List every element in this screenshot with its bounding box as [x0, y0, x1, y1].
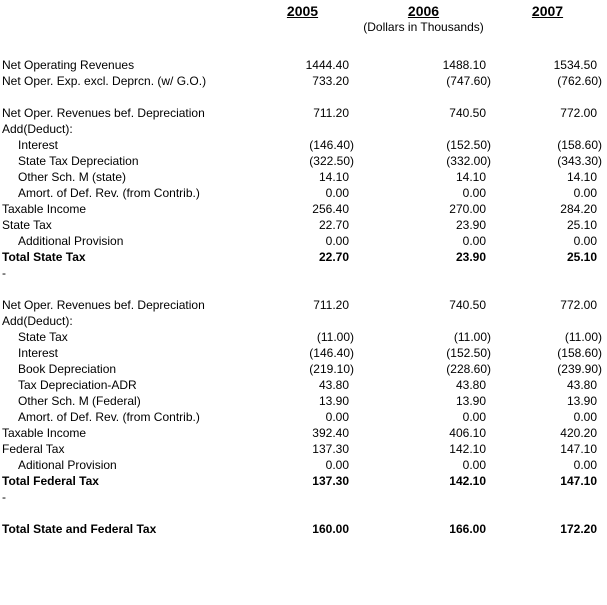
value-2006: 740.50: [449, 298, 486, 312]
value-2007: [492, 313, 603, 329]
value-2006: (152.50): [446, 346, 491, 360]
year-header-row: [0, 3, 603, 19]
value-2005: [262, 313, 355, 329]
value-2007: 0.00: [573, 186, 597, 200]
year-label: 2007: [531, 3, 564, 19]
table-row: [0, 425, 603, 441]
row-label: Add(Deduct):: [2, 122, 73, 136]
row-label: Book Depreciation: [18, 362, 117, 376]
value-2005: 22.70: [318, 250, 349, 264]
row-label: Amort. of Def. Rev. (from Contrib.): [18, 410, 200, 424]
value-2005: (146.40): [309, 138, 354, 152]
value-2005: 256.40: [312, 202, 349, 216]
value-2006: 142.10: [449, 442, 486, 456]
value-2006: 406.10: [449, 426, 486, 440]
table-row: [0, 329, 603, 345]
value-2007: (343.30): [557, 154, 602, 168]
spacer-cell: [0, 35, 603, 57]
year-label: 2005: [286, 3, 319, 19]
value-2006: 142.10: [449, 474, 486, 488]
value-2005: 137.30: [312, 474, 349, 488]
row-label: Net Operating Revenues: [2, 58, 135, 72]
value-2007: 772.00: [560, 106, 597, 120]
value-2005: (11.00): [316, 330, 354, 344]
empty-cell: [492, 19, 603, 35]
value-2007: (11.00): [564, 330, 602, 344]
value-2006: (152.50): [446, 138, 491, 152]
table-row: [0, 201, 603, 217]
table-row: [0, 361, 603, 377]
table-row: [0, 521, 603, 537]
value-2006: 270.00: [449, 202, 486, 216]
row-label: State Tax Depreciation: [18, 154, 139, 168]
value-2006: 43.80: [455, 378, 486, 392]
value-2006: [355, 313, 492, 329]
row-label: Total Federal Tax: [2, 474, 99, 488]
value-2005: 392.40: [312, 426, 349, 440]
table-row: [0, 249, 603, 265]
year-label: 2006: [407, 3, 440, 19]
dash-row: [0, 265, 603, 281]
row-label: Taxable Income: [2, 202, 87, 216]
header-gap-row: [0, 35, 603, 57]
value-2007: 172.20: [560, 522, 597, 536]
spacer-cell: [0, 89, 603, 105]
value-2005: (322.50): [309, 154, 354, 168]
row-label: Additional Provision: [18, 234, 124, 248]
dash-label: -: [2, 490, 6, 504]
table-row: [0, 169, 603, 185]
value-2007: 147.10: [560, 442, 597, 456]
value-2007: (158.60): [557, 138, 602, 152]
row-label: State Tax: [18, 330, 68, 344]
row-label: Taxable Income: [2, 426, 87, 440]
empty-cell: [0, 19, 262, 35]
value-2005: 0.00: [325, 410, 349, 424]
empty-cell: [262, 19, 355, 35]
value-2006: 23.90: [455, 250, 486, 264]
table-row: [0, 105, 603, 121]
dash-label: -: [2, 266, 6, 280]
value-2007: 0.00: [573, 410, 597, 424]
row-label: Total State and Federal Tax: [2, 522, 157, 536]
year-header-2005: [262, 3, 355, 19]
value-2007: [492, 265, 603, 281]
value-2005: (219.10): [309, 362, 354, 376]
value-2005: 0.00: [325, 234, 349, 248]
table-row: [0, 457, 603, 473]
value-2007: 0.00: [573, 458, 597, 472]
units-subtitle: (Dollars in Thousands): [363, 20, 484, 34]
value-2005: 0.00: [325, 186, 349, 200]
value-2005: [262, 265, 355, 281]
value-2005: 13.90: [318, 394, 349, 408]
value-2006: 166.00: [449, 522, 486, 536]
table-row: [0, 57, 603, 73]
table-row: [0, 233, 603, 249]
value-2007: [492, 489, 603, 505]
row-label: Amort. of Def. Rev. (from Contrib.): [18, 186, 200, 200]
value-2006: 0.00: [462, 234, 486, 248]
spacer-row: [0, 281, 603, 297]
value-2007: 25.10: [566, 218, 597, 232]
row-label: Other Sch. M (state): [18, 170, 127, 184]
value-2006: [355, 489, 492, 505]
row-label: Federal Tax: [2, 442, 65, 456]
table-row: [0, 377, 603, 393]
value-2006: (11.00): [453, 330, 491, 344]
value-2006: 0.00: [462, 458, 486, 472]
value-2005: 1444.40: [305, 58, 349, 72]
value-2007: [492, 121, 603, 137]
row-label: Interest: [18, 138, 59, 152]
corner-cell: [0, 3, 262, 19]
table-row: [0, 313, 603, 329]
table-row: [0, 393, 603, 409]
table-row: [0, 441, 603, 457]
value-2006: 14.10: [455, 170, 486, 184]
value-2006: [355, 265, 492, 281]
value-2007: 0.00: [573, 234, 597, 248]
table-row: [0, 121, 603, 137]
value-2006: 740.50: [449, 106, 486, 120]
table-row: [0, 217, 603, 233]
value-2005: 711.20: [313, 298, 349, 312]
table-row: [0, 185, 603, 201]
value-2007: 13.90: [566, 394, 597, 408]
row-label: Tax Depreciation-ADR: [18, 378, 137, 392]
value-2007: 25.10: [566, 250, 597, 264]
spacer-row: [0, 505, 603, 521]
value-2006: (332.00): [446, 154, 491, 168]
spacer-cell: [0, 281, 603, 297]
row-label: Other Sch. M (Federal): [18, 394, 141, 408]
value-2006: 23.90: [455, 218, 486, 232]
value-2006: 13.90: [455, 394, 486, 408]
value-2006: (228.60): [446, 362, 491, 376]
value-2005: 22.70: [318, 218, 349, 232]
row-label: Net Oper. Revenues bef. Depreciation: [2, 106, 205, 120]
row-label: State Tax: [2, 218, 52, 232]
row-label: Total State Tax: [2, 250, 86, 264]
value-2006: 1488.10: [442, 58, 486, 72]
row-label: Net Oper. Exp. excl. Deprcn. (w/ G.O.): [2, 74, 207, 88]
value-2007: (158.60): [557, 346, 602, 360]
spacer-row: [0, 89, 603, 105]
value-2007: 147.10: [560, 474, 597, 488]
value-2005: 0.00: [325, 458, 349, 472]
table-row: [0, 409, 603, 425]
row-label: Add(Deduct):: [2, 314, 73, 328]
dash-row: [0, 489, 603, 505]
table-row: [0, 473, 603, 489]
value-2007: 772.00: [560, 298, 597, 312]
value-2005: 160.00: [312, 522, 349, 536]
value-2005: 43.80: [318, 378, 349, 392]
row-label: Net Oper. Revenues bef. Depreciation: [2, 298, 205, 312]
value-2005: (146.40): [309, 346, 354, 360]
row-label: Interest: [18, 346, 59, 360]
value-2007: 1534.50: [553, 58, 597, 72]
table-row: [0, 137, 603, 153]
value-2007: 420.20: [560, 426, 597, 440]
value-2005: 733.20: [312, 74, 349, 88]
table-row: [0, 73, 603, 89]
value-2006: 0.00: [462, 186, 486, 200]
subtitle-row: [0, 19, 603, 35]
value-2005: 14.10: [318, 170, 349, 184]
value-2007: 43.80: [566, 378, 597, 392]
row-label: Aditional Provision: [18, 458, 117, 472]
value-2007: 284.20: [560, 202, 597, 216]
table-row: [0, 153, 603, 169]
value-2007: 14.10: [566, 170, 597, 184]
value-2005: 137.30: [312, 442, 349, 456]
table-row: [0, 297, 603, 313]
value-2006: [355, 121, 492, 137]
value-2007: (762.60): [557, 74, 602, 88]
spacer-cell: [0, 505, 603, 521]
year-header-2006: [355, 3, 492, 19]
tax-summary-table: [0, 3, 603, 537]
year-header-2007: [492, 3, 603, 19]
value-2005: [262, 121, 355, 137]
value-2005: 711.20: [313, 106, 349, 120]
table-row: [0, 345, 603, 361]
value-2006: (747.60): [446, 74, 491, 88]
value-2007: (239.90): [557, 362, 602, 376]
value-2005: [262, 489, 355, 505]
value-2006: 0.00: [462, 410, 486, 424]
